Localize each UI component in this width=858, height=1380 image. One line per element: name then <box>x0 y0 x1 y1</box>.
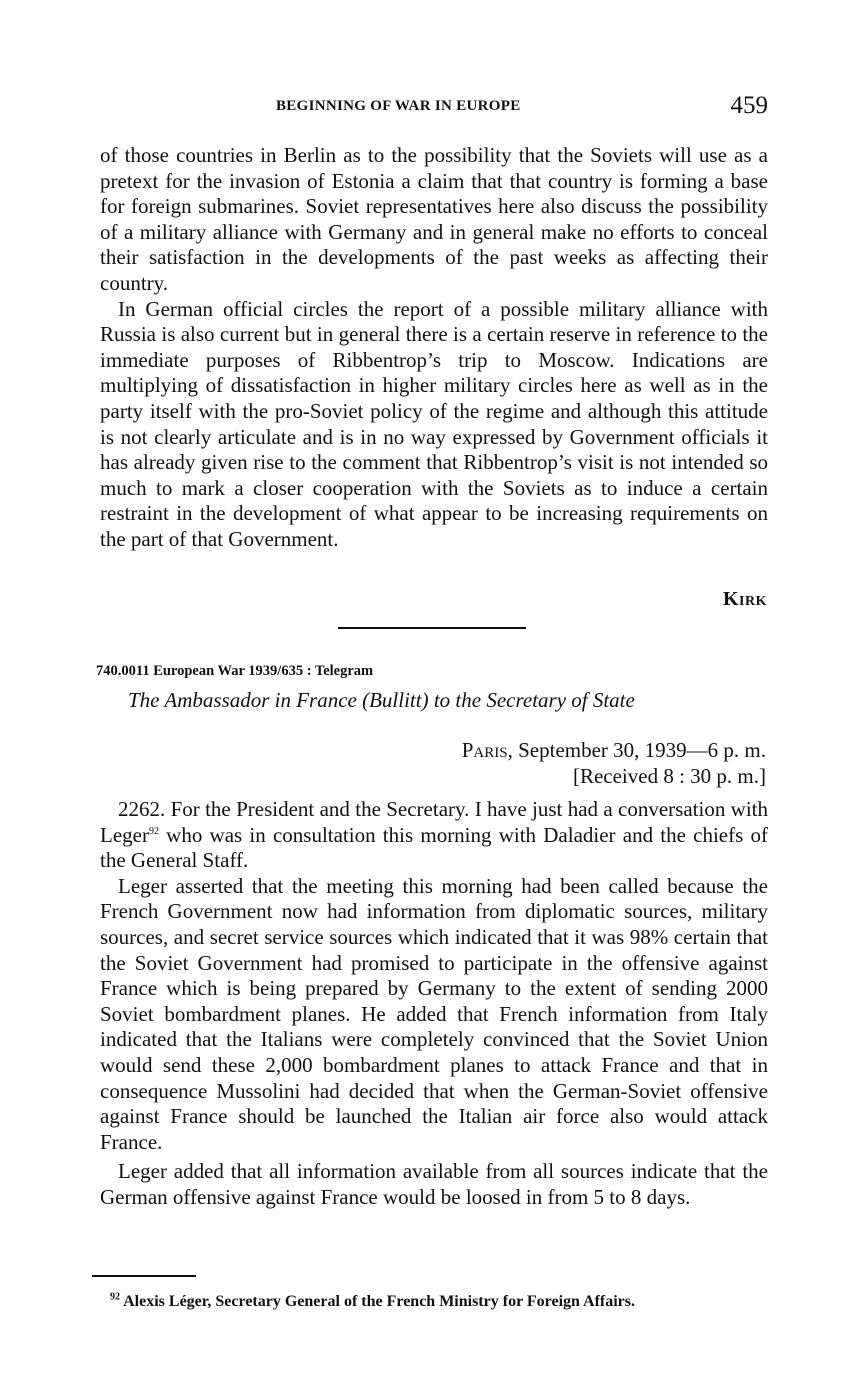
paragraph: Leger added that all information available from all sources indicate that the German offensive against France would be loosed in from 5 to 8 days. <box>100 1159 768 1209</box>
received-line: [Received 8 : 30 p. m.] <box>572 764 766 788</box>
footnote-marker: 92 <box>148 825 159 837</box>
paragraph: In German official circles the report of a possible military alliance with Russia is also current but in general there is a certain reserve in reference to the immediate purposes of Ribbentrop’s trip to Moscow. Indications are multiplying of dissatisfaction in higher military circles here as well as in the party itself with the pro-Soviet policy of the regime and although this attitude is not clearly articulate and is in no way expressed by Government officials it has already given rise to the comment that Ribbentrop’s visit is not intended so much to mark a closer cooperation with the Soviets as to induce a certain restraint in the development of what appear to be increasing requirements on the part of that Government. <box>100 296 768 551</box>
paragraph: Leger asserted that the meeting this morning had been called because the French Government now had information from diplomatic sources, military sources, and secret service sources which indicated that it was 98% certain that the Soviet Government had promised to participate in the offensive against France which is being prepared by Germany to the extent of sending 2000 Soviet bombardment planes. He added that French information from Italy indicated that the Italians were completely convinced that the Soviet Union would send these 2,000 bombardment planes to attack France and that in consequence Mussolini had decided that when the German-Soviet offensive against France should be launched the Italian air force also would attack France. <box>100 873 768 1154</box>
footnote <box>110 1293 635 1311</box>
section-divider <box>338 627 526 629</box>
paragraph-text: who was in consultation this morning with Daladier and the chiefs of the General Staff. <box>100 822 768 873</box>
running-title: BEGINNING OF WAR IN EUROPE <box>276 98 521 114</box>
paragraph-text: 2262. For the President and the Secretary. I have just had a conversation with Leger <box>100 797 768 847</box>
dateline-date: , September 30, 1939—6 p. m. <box>507 738 766 762</box>
paragraph <box>100 797 768 874</box>
page-number: 459 <box>730 92 768 119</box>
dateline <box>462 738 766 763</box>
telegram-text <box>100 797 768 1211</box>
signature: Kirk <box>722 588 767 610</box>
document-title: The Ambassador in France (Bullitt) to the Secretary of State <box>128 688 635 712</box>
dateline-place: Paris <box>461 738 508 762</box>
paragraph: of those countries in Berlin as to the possibility that the Soviets will use as a pretext for the invasion of Estonia a claim that that country is forming a base for foreign submarines. Soviet representatives here also discuss the possibility of a military alliance with Germany and in general make no efforts to conceal their satisfaction in the developments of the past weeks as affecting their country. <box>100 143 768 295</box>
file-reference: 740.0011 European War 1939/635 : Telegram <box>96 663 374 679</box>
footnote-number: 92 <box>110 1291 120 1303</box>
continuation-text <box>100 143 768 553</box>
footnote-text: Alexis Léger, Secretary General of the French Ministry for Foreign Affairs. <box>123 1293 636 1310</box>
footnote-rule <box>92 1275 196 1277</box>
